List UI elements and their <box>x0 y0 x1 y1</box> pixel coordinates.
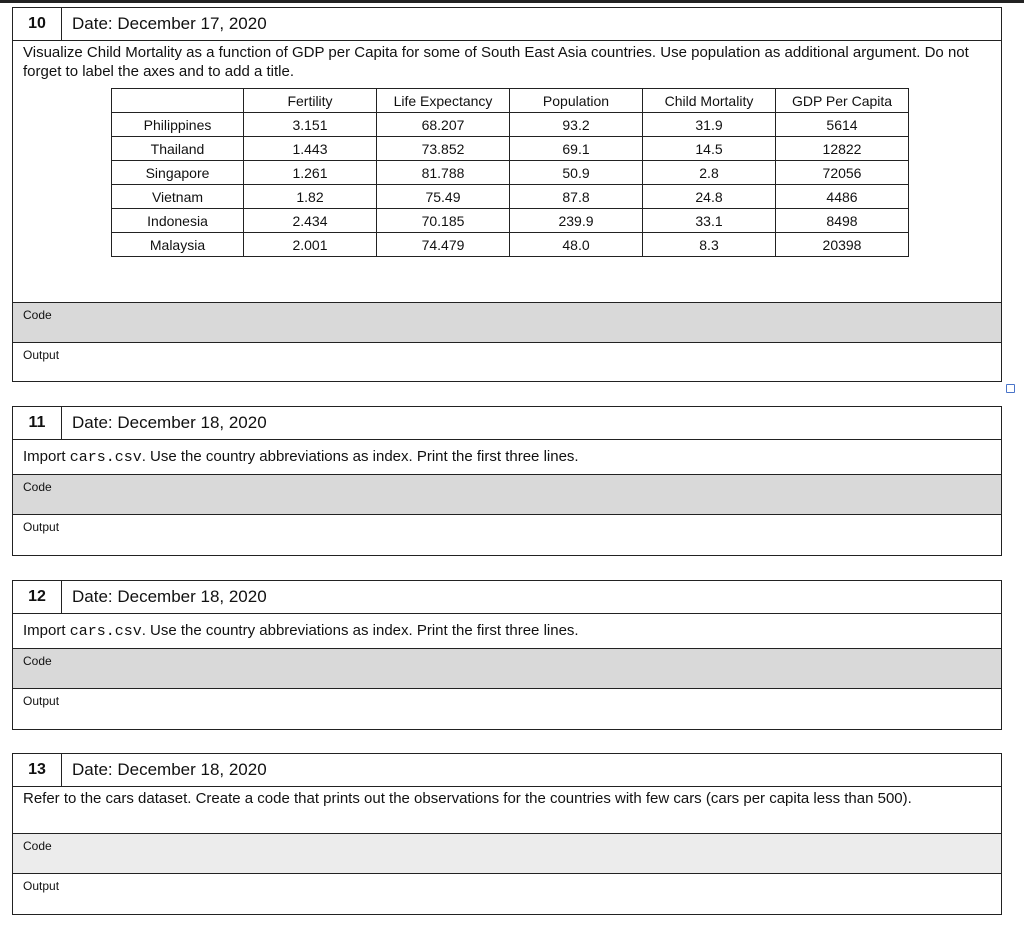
table-cell: 31.9 <box>643 113 776 137</box>
prompt-text-post: . Use the country abbreviations as index. Print the first three lines. <box>141 448 579 465</box>
table-header-blank <box>112 89 244 113</box>
table-cell: 74.479 <box>377 233 510 257</box>
table-row <box>112 137 909 161</box>
table-cell: 14.5 <box>643 137 776 161</box>
exercise-number: 12 <box>13 581 62 613</box>
table-row <box>112 185 909 209</box>
table-cell: 2.001 <box>244 233 377 257</box>
table-cell: 73.852 <box>377 137 510 161</box>
output-area[interactable] <box>13 874 1001 913</box>
output-label: Output <box>23 348 60 362</box>
table-cell: 24.8 <box>643 185 776 209</box>
exercise-12 <box>12 580 1002 730</box>
exercise-date: Date: December 18, 2020 <box>72 760 267 779</box>
exercise-date: Date: December 17, 2020 <box>72 14 267 33</box>
code-label: Code <box>23 480 52 494</box>
table-row <box>112 233 909 257</box>
table-header-life-expectancy: Life Expectancy <box>377 89 510 113</box>
code-area[interactable] <box>13 833 1001 874</box>
exercise-number: 11 <box>13 407 62 439</box>
table-cell: 75.49 <box>377 185 510 209</box>
table-cell: Singapore <box>112 161 244 185</box>
exercise-header <box>13 754 1001 787</box>
table-cell: 87.8 <box>510 185 643 209</box>
exercise-prompt: Visualize Child Mortality as a function of GDP per Capita for some of South East Asia countries. Use population as additional argument. Do not forget to label the axes and to add a title. <box>23 44 969 80</box>
exercise-prompt <box>13 614 1001 648</box>
prompt-filename: cars.csv <box>69 623 142 640</box>
exercise-11 <box>12 406 1002 556</box>
exercise-prompt: Refer to the cars dataset. Create a code that prints out the observations for the countries with few cars (cars per capita less than 500). <box>23 790 912 807</box>
table-cell: 2.8 <box>643 161 776 185</box>
output-area[interactable] <box>13 343 1001 381</box>
top-rule <box>0 0 1024 3</box>
table-cell: 50.9 <box>510 161 643 185</box>
table-cell: Philippines <box>112 113 244 137</box>
table-row <box>112 209 909 233</box>
table-row <box>112 161 909 185</box>
table-cell: 70.185 <box>377 209 510 233</box>
output-label: Output <box>23 694 60 708</box>
table-cell: 2.434 <box>244 209 377 233</box>
exercise-number: 10 <box>13 8 62 40</box>
table-cell: 1.82 <box>244 185 377 209</box>
output-label: Output <box>23 879 60 893</box>
table-cell: 93.2 <box>510 113 643 137</box>
exercise-10 <box>12 7 1002 382</box>
table-header-population: Population <box>510 89 643 113</box>
table-cell: Thailand <box>112 137 244 161</box>
table-cell: 72056 <box>776 161 909 185</box>
code-area[interactable] <box>13 302 1001 343</box>
exercise-number: 13 <box>13 754 62 786</box>
resize-handle[interactable] <box>1006 384 1015 393</box>
table-cell: 68.207 <box>377 113 510 137</box>
exercise-header <box>13 407 1001 440</box>
table-header-fertility: Fertility <box>244 89 377 113</box>
table-cell: 1.261 <box>244 161 377 185</box>
exercise-header <box>13 581 1001 614</box>
exercise-date: Date: December 18, 2020 <box>72 413 267 432</box>
exercise-13 <box>12 753 1002 915</box>
prompt-filename: cars.csv <box>69 449 142 466</box>
table-cell: 239.9 <box>510 209 643 233</box>
table-cell: 3.151 <box>244 113 377 137</box>
table-cell: Malaysia <box>112 233 244 257</box>
exercise-date: Date: December 18, 2020 <box>72 587 267 606</box>
table-row <box>112 113 909 137</box>
table-cell: 69.1 <box>510 137 643 161</box>
table-cell: 20398 <box>776 233 909 257</box>
table-header-child-mortality: Child Mortality <box>643 89 776 113</box>
output-area[interactable] <box>13 515 1001 554</box>
table-cell: 8.3 <box>643 233 776 257</box>
code-area[interactable] <box>13 474 1001 515</box>
exercise-prompt <box>13 440 1001 474</box>
code-label: Code <box>23 654 52 668</box>
table-header-gdp-per-capita: GDP Per Capita <box>776 89 909 113</box>
table-cell: 5614 <box>776 113 909 137</box>
exercise-header <box>13 8 1001 41</box>
table-cell: 1.443 <box>244 137 377 161</box>
table-cell: Indonesia <box>112 209 244 233</box>
table-cell: 33.1 <box>643 209 776 233</box>
code-label: Code <box>23 308 52 322</box>
table-cell: 4486 <box>776 185 909 209</box>
country-data-table <box>111 88 909 257</box>
prompt-text-pre: Import <box>23 448 70 465</box>
output-label: Output <box>23 520 60 534</box>
code-area[interactable] <box>13 648 1001 689</box>
prompt-text-pre: Import <box>23 622 70 639</box>
prompt-text-post: . Use the country abbreviations as index. Print the first three lines. <box>141 622 579 639</box>
output-area[interactable] <box>13 689 1001 728</box>
table-header-row <box>112 89 909 113</box>
code-label: Code <box>23 839 52 853</box>
table-cell: 81.788 <box>377 161 510 185</box>
table-cell: 48.0 <box>510 233 643 257</box>
table-cell: 8498 <box>776 209 909 233</box>
table-cell: 12822 <box>776 137 909 161</box>
table-cell: Vietnam <box>112 185 244 209</box>
